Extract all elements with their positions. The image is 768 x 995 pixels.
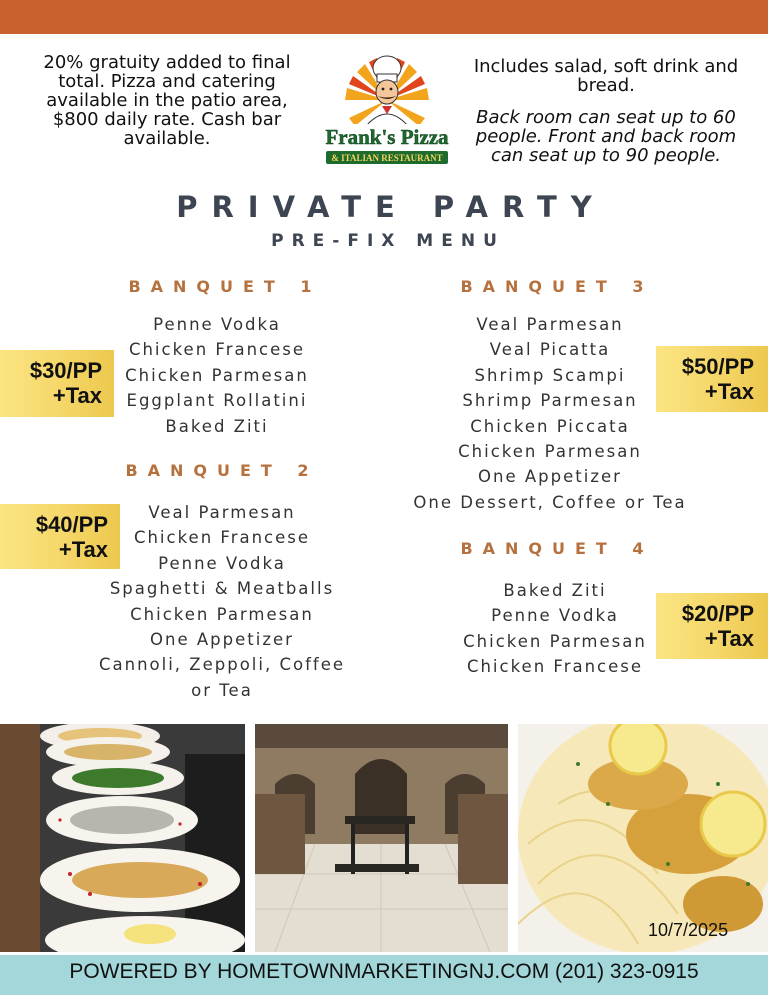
menu-item: Chicken Francese — [133, 528, 311, 548]
dining-room-photo — [255, 724, 508, 952]
menu-item: Baked Ziti — [165, 416, 269, 436]
food-trays-photo — [0, 724, 245, 952]
banquet-1-price-tag — [0, 350, 114, 417]
tax-label: +Tax — [704, 379, 754, 404]
franks-pizza-logo — [320, 54, 454, 170]
menu-item: Penne Vodka — [153, 315, 281, 334]
price-label: $40/PP — [35, 512, 108, 537]
logo-tagline: & ITALIAN RESTAURANT — [331, 153, 443, 163]
banquet-2-price-tag — [0, 504, 120, 569]
menu-item: Spaghetti & Meatballs — [109, 579, 335, 599]
seating-info: Back room can seat up to 60 people. Front and back room can seat up to 90 people. — [475, 107, 737, 166]
menu-item: Eggplant Rollatini — [126, 391, 308, 411]
menu-item: One Appetizer — [150, 629, 294, 649]
banquet-3-heading: BANQUET 3 — [460, 277, 654, 296]
menu-item: Chicken Francese — [128, 340, 306, 360]
banquet-4-price-tag — [656, 593, 768, 659]
menu-item: Veal Picatta — [489, 340, 611, 360]
footer-bar — [0, 955, 768, 995]
menu-item: Shrimp Scampi — [474, 365, 626, 385]
menu-item: Chicken Parmesan — [463, 631, 647, 651]
tax-label: +Tax — [704, 626, 754, 651]
tax-label: +Tax — [52, 383, 102, 408]
includes-info: Includes salad, soft drink and bread. — [473, 56, 739, 96]
page-title: PRIVATE PARTY — [176, 190, 606, 224]
banquet-4-menu — [430, 578, 680, 680]
footer-text: POWERED BY HOMETOWNMARKETINGNJ.COM (201) 323-0915 — [69, 960, 699, 983]
menu-item: Shrimp Parmesan — [462, 391, 638, 411]
menu-item: Baked Ziti — [503, 581, 607, 600]
menu-item: One Dessert, Coffee or Tea — [413, 492, 687, 512]
logo-name: Frank's Pizza — [325, 125, 449, 149]
menu-item: One Appetizer — [478, 467, 622, 487]
gratuity-info: 20% gratuity added to final total. Pizza and catering available in the patio area, $800 daily rate. Cash bar available. — [43, 52, 291, 149]
page-subtitle: PRE-FIX MENU — [271, 231, 505, 251]
price-label: $20/PP — [681, 601, 754, 626]
menu-item: Chicken Parmesan — [458, 441, 642, 461]
menu-item: Chicken Parmesan — [130, 604, 314, 624]
banquet-4-heading: BANQUET 4 — [460, 539, 654, 558]
banquet-1-heading: BANQUET 1 — [128, 277, 322, 296]
price-label: $50/PP — [681, 354, 754, 379]
menu-item: Chicken Piccata — [470, 416, 630, 436]
chicken-francese-photo — [518, 724, 768, 952]
menu-item: or Tea — [191, 680, 253, 700]
menu-item: Penne Vodka — [491, 606, 619, 626]
banquet-2-heading: BANQUET 2 — [125, 461, 319, 480]
menu-item: Veal Parmesan — [148, 503, 296, 522]
menu-item: Chicken Parmesan — [125, 365, 309, 385]
tax-label: +Tax — [58, 537, 108, 562]
banquet-3-menu — [400, 312, 700, 515]
banquet-1-menu — [92, 312, 342, 439]
menu-item: Chicken Francese — [466, 657, 644, 677]
menu-item: Penne Vodka — [158, 553, 286, 573]
menu-item: Cannoli, Zeppoli, Coffee — [99, 655, 345, 675]
flyer-date: 10/7/2025 — [648, 920, 729, 940]
price-label: $30/PP — [29, 358, 102, 383]
menu-item: Veal Parmesan — [476, 315, 624, 334]
top-accent-bar — [0, 0, 768, 34]
banquet-3-price-tag — [656, 346, 768, 412]
